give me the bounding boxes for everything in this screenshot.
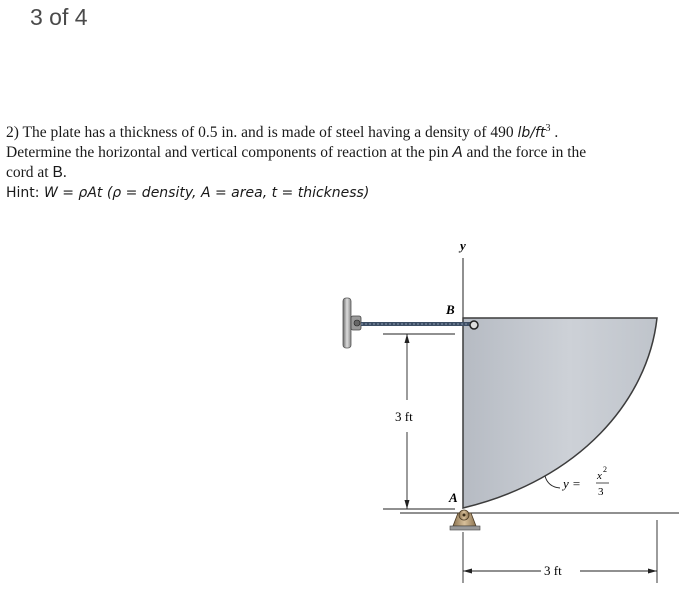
steel-plate — [463, 318, 657, 508]
page-counter: 3 of 4 — [30, 4, 88, 30]
wall-support — [343, 298, 361, 348]
hint-formula: W = ρAt (ρ = density, A = area, t = thickness) — [43, 185, 370, 201]
width-dim-label: 3 ft — [544, 563, 562, 578]
point-a-label: A — [449, 490, 458, 505]
curve-equation-exponent: 2 — [603, 465, 607, 474]
problem-text: 2) The plate has a thickness of 0.5 in. and is made of steel having a density of 490 — [6, 124, 518, 141]
unit-exponent: 3 — [545, 123, 551, 134]
pin-a-ref: A — [452, 144, 463, 161]
cord-attachment-pin — [470, 321, 478, 329]
cord-b-ref: B — [52, 164, 63, 181]
point-b-label: B — [446, 302, 455, 317]
hint-label: Hint: — [6, 185, 44, 201]
problem-text: cord at — [6, 164, 53, 181]
problem-text: . — [62, 164, 67, 181]
problem-text: . — [550, 124, 559, 141]
problem-text: Determine the horizontal and vertical components of reaction at the pin — [6, 144, 453, 161]
density-unit: lb/ft — [517, 125, 546, 141]
curve-equation-numerator: x — [597, 470, 602, 482]
curve-equation-lhs: y = — [563, 476, 581, 491]
height-dimension — [383, 334, 455, 509]
problem-text: and the force in the — [462, 144, 587, 161]
equation-leader — [545, 476, 560, 488]
height-dim-label: 3 ft — [395, 409, 413, 424]
y-axis-label: y — [460, 238, 466, 253]
curve-equation-denominator: 3 — [598, 486, 604, 498]
